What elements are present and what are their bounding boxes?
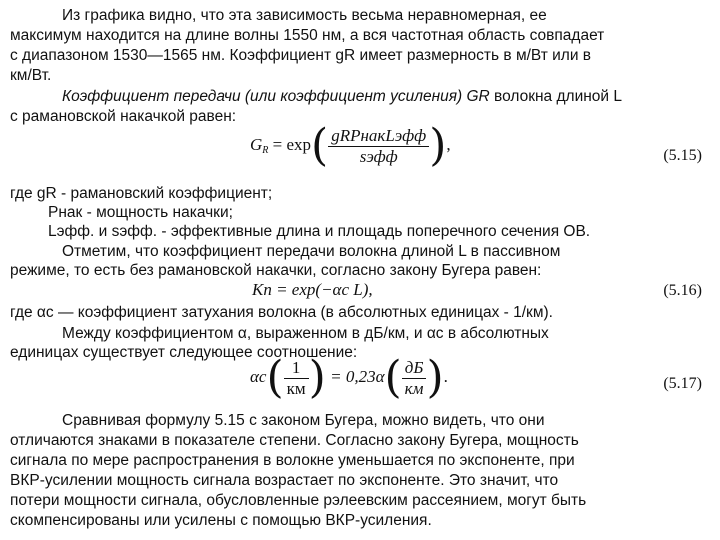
p1-line1: Из графика видно, что эта зависимость весьма неравномерная, ее	[62, 7, 547, 24]
where1-line1: где gR - рамановский коэффициент;	[10, 185, 273, 202]
p3-line1: Отметим, что коэффициент передачи волокна длиной L в пассивном	[62, 243, 561, 260]
eq515-fraction	[328, 126, 429, 167]
p5-line3: сигнала по мере распространения в волокне уменьшается по экспоненте, при	[10, 452, 575, 469]
p4-line1: Между коэффициентом α, выраженном в дБ/км, и αс в абсолютных	[62, 325, 549, 342]
eq517-frac1	[284, 358, 309, 399]
p1-line2: максимум находится на длине волны 1550 нм, а вся частотная область совпадает	[10, 27, 605, 44]
eq517-frac2	[402, 358, 427, 399]
eq515-tail: ,	[446, 134, 451, 154]
equation-5-16: Kп = exp(−αс L),	[252, 280, 373, 299]
p4-line2: единицах существует следующее соотношение:	[10, 344, 358, 361]
eq515-num: gRPнакLэфф	[328, 126, 429, 147]
where2: где αс — коэффициент затухания волокна (в абсолютных единицах - 1/км).	[10, 304, 553, 321]
eq517-frac2-den: км	[404, 378, 424, 398]
eq515-lhs: G	[250, 134, 263, 154]
p1-line3: с диапазоном 1530—1565 нм. Коэффициент gR имеет размерность в м/Вт или в	[10, 47, 592, 64]
where1-line2: Pнак - мощность накачки;	[48, 204, 233, 221]
eq515-op: = exp	[268, 134, 312, 154]
p5-line5: потери мощности сигнала, обусловленные рэлеевским рассеянием, могут быть	[10, 492, 587, 509]
eq515-den: sэфф	[359, 146, 398, 166]
eq517-frac1-den: км	[286, 378, 306, 398]
p2-line2: с рамановской накачкой равен:	[10, 108, 237, 125]
eq517-frac2-num: дБ	[402, 358, 427, 379]
eq516-number: (5.16)	[663, 282, 702, 299]
p2-line1	[62, 87, 710, 106]
p5-line6: скомпенсированы или усилены с помощью ВКР-усиления.	[10, 512, 432, 529]
eq515-number: (5.15)	[663, 147, 702, 164]
where1-line3: Lэфф. и sэфф. - эффективные длина и площадь поперечного сечения ОВ.	[48, 223, 591, 240]
eq517-mid: = 0,23α	[325, 366, 385, 386]
eq517-tail: .	[443, 366, 448, 386]
equation-5-15: $G_R = \exp$( $\frac{\text{gRPнакLэфф}}{\text{sэфф}}$ ),	[250, 120, 451, 171]
eq517-number: (5.17)	[663, 375, 702, 392]
eq517-lhs: αс	[250, 366, 267, 386]
p5-line4: ВКР-усилении мощность сигнала возрастает по экспоненте. Это значит, что	[10, 472, 559, 489]
p5-line2: отличаются знаками в показателе степени. Согласно закону Бугера, мощность	[10, 432, 579, 449]
p5-line1: Сравнивая формулу 5.15 с законом Бугера, можно видеть, что они	[62, 412, 545, 429]
p2-italic: Коэффициент передачи (или коэффициент усиления) GR	[62, 88, 490, 105]
eq517-frac1-num: 1	[284, 358, 309, 379]
equation-5-17: αс( $\frac{1}{км}$ ) = 0,23α( $\frac{дБ}{км}$ ).	[250, 352, 448, 403]
eq515-lhs-sub: R	[262, 144, 269, 156]
p3-line2: режиме, то есть без рамановской накачки, согласно закону Бугера равен:	[10, 262, 542, 279]
p2-rest: волокна длиной L	[489, 88, 622, 105]
p1-line4: км/Вт.	[10, 67, 52, 84]
